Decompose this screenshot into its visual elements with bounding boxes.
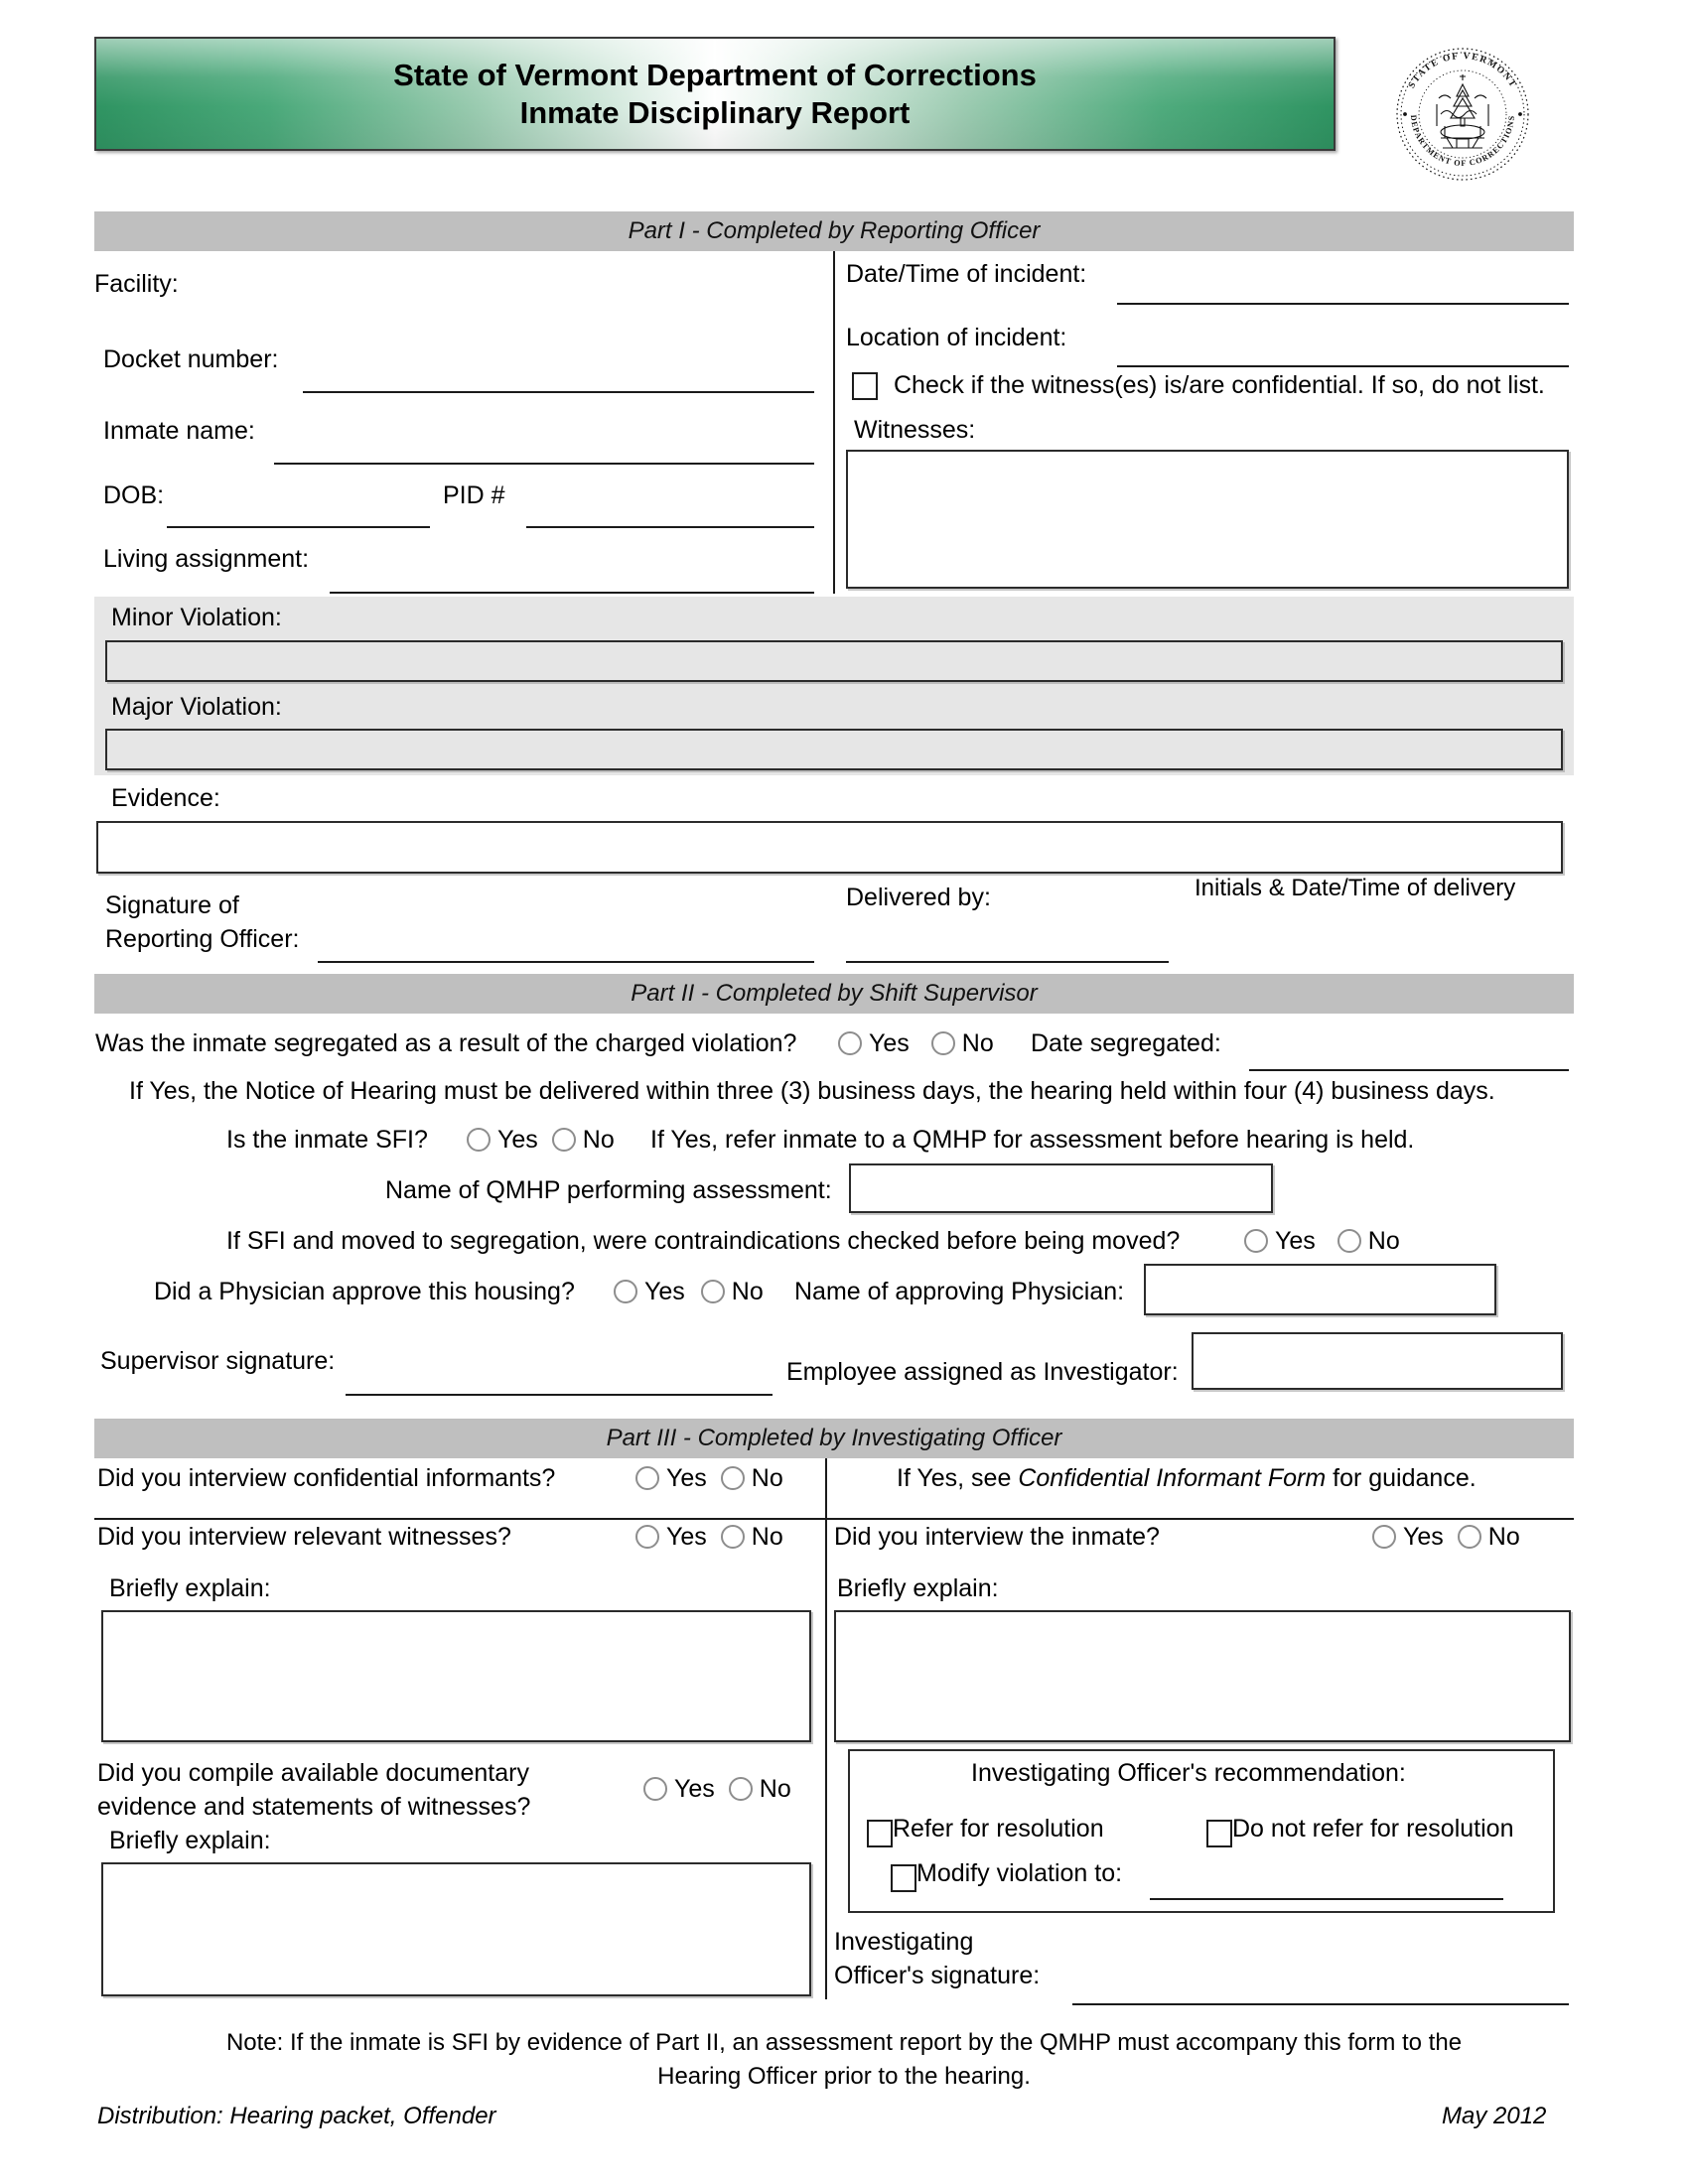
physician-no-label: No (731, 1278, 764, 1305)
contraindications-no-radio[interactable] (1337, 1229, 1361, 1253)
investigating-officer-label-line1: Investigating (834, 1928, 974, 1956)
investigating-officer-signature-input[interactable] (1072, 2003, 1569, 2005)
sfi-note: If Yes, refer inmate to a QMHP for assessment before hearing is held. (650, 1126, 1415, 1154)
date-time-incident-input[interactable] (1117, 303, 1569, 305)
living-assignment-input[interactable] (330, 592, 814, 594)
title-banner (94, 37, 1336, 151)
documentary-no-radio[interactable] (729, 1777, 753, 1801)
contraindications-yesno-group[interactable] (1244, 1227, 1400, 1256)
witnesses-label: Witnesses: (854, 416, 976, 444)
inmate-name-label: Inmate name: (103, 417, 255, 445)
informants-no-label: No (751, 1464, 783, 1492)
q-informants-label: Did you interview confidential informants? (97, 1464, 556, 1492)
modify-violation-checkbox[interactable] (891, 1864, 916, 1892)
delivered-by-label: Delivered by: (846, 884, 991, 911)
part1-column-divider (833, 251, 835, 594)
qmhp-name-input[interactable] (849, 1163, 1273, 1213)
modify-violation-input[interactable] (1150, 1898, 1503, 1900)
witnesses-yes-label: Yes (666, 1523, 707, 1551)
svg-text:STATE OF VERMONT: STATE OF VERMONT (1407, 51, 1518, 90)
informants-yes-label: Yes (666, 1464, 707, 1492)
confidential-witness-label: Check if the witness(es) is/are confidential. If so, do not list. (894, 371, 1545, 399)
date-segregated-label: Date segregated: (1031, 1029, 1221, 1057)
reporting-officer-signature-input[interactable] (318, 961, 814, 963)
briefly-explain-witnesses-textarea[interactable] (101, 1610, 811, 1742)
part3-row-divider (94, 1518, 1574, 1520)
sfi-yes-radio[interactable] (467, 1128, 491, 1152)
part2-section-bar (94, 974, 1574, 1014)
modify-violation-label: Modify violation to: (916, 1859, 1123, 1887)
segregated-yes-label: Yes (869, 1029, 910, 1057)
segregated-no-radio[interactable] (931, 1031, 955, 1055)
witnesses-yes-radio[interactable] (635, 1525, 659, 1549)
part3-section-bar (94, 1419, 1574, 1458)
supervisor-signature-label: Supervisor signature: (100, 1347, 336, 1375)
vermont-doc-seal-icon (1383, 35, 1542, 194)
qmhp-name-label: Name of QMHP performing assessment: (385, 1176, 832, 1204)
physician-no-radio[interactable] (701, 1280, 725, 1303)
do-not-refer-label: Do not refer for resolution (1232, 1815, 1514, 1843)
informants-note-pre: If Yes, see (897, 1464, 1019, 1492)
notice-of-hearing-note: If Yes, the Notice of Hearing must be delivered within three (3) business days, the hearing held within four (4) business days. (129, 1077, 1495, 1105)
part3-column-divider (825, 1458, 827, 1999)
recommendation-title: Investigating Officer's recommendation: (971, 1759, 1406, 1787)
briefly-explain-documentary-label: Briefly explain: (109, 1827, 271, 1854)
inmate-yesno-group[interactable] (1372, 1523, 1520, 1552)
living-assignment-label: Living assignment: (103, 545, 310, 573)
docket-number-input[interactable] (303, 391, 814, 393)
location-incident-label: Location of incident: (846, 324, 1067, 351)
facility-label: Facility: (94, 270, 179, 298)
investigating-officer-label-line2: Officer's signature: (834, 1962, 1041, 1989)
witnesses-no-radio[interactable] (721, 1525, 745, 1549)
dob-input[interactable] (167, 526, 430, 528)
contraindications-yes-radio[interactable] (1244, 1229, 1268, 1253)
documentary-yesno-group[interactable] (643, 1775, 791, 1804)
minor-violation-label: Minor Violation: (111, 604, 282, 631)
informants-note (897, 1464, 1477, 1493)
pid-input[interactable] (526, 526, 814, 528)
witnesses-textarea[interactable] (846, 450, 1569, 589)
inmate-no-radio[interactable] (1458, 1525, 1481, 1549)
form-date-label: May 2012 (1442, 2103, 1547, 2129)
sfi-yesno-group[interactable] (467, 1126, 615, 1155)
employee-investigator-label: Employee assigned as Investigator: (786, 1358, 1179, 1386)
sfi-yes-label: Yes (497, 1126, 538, 1154)
segregated-no-label: No (961, 1029, 994, 1057)
footer-note-line2: Hearing Officer prior to the hearing. (657, 2063, 1031, 2090)
delivered-by-input[interactable] (846, 961, 1169, 963)
informants-no-radio[interactable] (721, 1466, 745, 1490)
document-header (94, 37, 1574, 169)
confidential-witness-checkbox[interactable] (852, 372, 878, 400)
q-segregated-label: Was the inmate segregated as a result of the charged violation? (95, 1029, 797, 1057)
documentary-yes-radio[interactable] (643, 1777, 667, 1801)
distribution-label: Distribution: Hearing packet, Offender (97, 2103, 496, 2129)
q-witnesses-label: Did you interview relevant witnesses? (97, 1523, 511, 1551)
initials-delivery-label: Initials & Date/Time of delivery (1195, 875, 1516, 901)
svg-text:DEPARTMENT OF CORRECTIONS: DEPARTMENT OF CORRECTIONS (1408, 114, 1517, 169)
docket-number-label: Docket number: (103, 345, 279, 373)
inmate-yes-radio[interactable] (1372, 1525, 1396, 1549)
informants-note-post: for guidance. (1326, 1464, 1477, 1492)
major-violation-input[interactable] (105, 729, 1563, 770)
q-sfi-label: Is the inmate SFI? (226, 1126, 428, 1154)
minor-violation-input[interactable] (105, 640, 1563, 682)
briefly-explain-inmate-textarea[interactable] (834, 1610, 1571, 1742)
physician-yes-radio[interactable] (614, 1280, 637, 1303)
briefly-explain-documentary-textarea[interactable] (101, 1862, 811, 1996)
pid-label: PID # (443, 481, 505, 509)
q-documentary-label-line2: evidence and statements of witnesses? (97, 1793, 531, 1821)
briefly-explain-inmate-label: Briefly explain: (837, 1574, 999, 1602)
witnesses-no-label: No (751, 1523, 783, 1551)
evidence-input[interactable] (96, 821, 1563, 874)
physician-yes-label: Yes (644, 1278, 685, 1305)
part2-section-title: Part II - Completed by Shift Supervisor (631, 980, 1038, 1007)
documentary-no-label: No (759, 1775, 791, 1803)
signature-of-label: Signature of (105, 891, 239, 919)
date-time-incident-label: Date/Time of incident: (846, 260, 1087, 288)
employee-investigator-input[interactable] (1192, 1332, 1563, 1390)
title-line-2: Inmate Disciplinary Report (519, 94, 911, 130)
contraindications-no-label: No (1367, 1227, 1400, 1255)
part1-section-bar (94, 211, 1574, 251)
physician-yesno-group[interactable] (614, 1278, 764, 1306)
date-segregated-input[interactable] (1249, 1069, 1569, 1071)
physician-name-label: Name of approving Physician: (794, 1278, 1125, 1305)
sfi-no-radio[interactable] (552, 1128, 576, 1152)
witnesses-yesno-group[interactable] (635, 1523, 783, 1552)
physician-name-input[interactable] (1144, 1264, 1496, 1315)
q-documentary-label-line1: Did you compile available documentary (97, 1759, 529, 1787)
informants-yes-radio[interactable] (635, 1466, 659, 1490)
q-physician-label: Did a Physician approve this housing? (154, 1278, 575, 1305)
documentary-yes-label: Yes (674, 1775, 715, 1803)
inmate-name-input[interactable] (274, 463, 814, 465)
contraindications-yes-label: Yes (1275, 1227, 1316, 1255)
q-inmate-label: Did you interview the inmate? (834, 1523, 1160, 1551)
informants-note-italic: Confidential Informant Form (1018, 1464, 1327, 1492)
segregated-yes-radio[interactable] (838, 1031, 862, 1055)
supervisor-signature-input[interactable] (346, 1394, 773, 1396)
q-contraindications-label: If SFI and moved to segregation, were contraindications checked before being moved? (226, 1227, 1181, 1255)
title-line-1: State of Vermont Department of Corrections (393, 57, 1037, 92)
reporting-officer-label: Reporting Officer: (105, 925, 300, 953)
location-incident-input[interactable] (1117, 365, 1569, 367)
part3-section-title: Part III - Completed by Investigating Officer (606, 1425, 1062, 1451)
inmate-yes-label: Yes (1403, 1523, 1444, 1551)
refer-for-resolution-label: Refer for resolution (893, 1815, 1104, 1843)
informants-yesno-group[interactable] (635, 1464, 783, 1493)
refer-for-resolution-checkbox[interactable] (867, 1820, 893, 1847)
footer-note-line1: Note: If the inmate is SFI by evidence of Part II, an assessment report by the QMHP must accompany this form to the (225, 2029, 1463, 2056)
briefly-explain-witnesses-label: Briefly explain: (109, 1574, 271, 1602)
part1-section-title: Part I - Completed by Reporting Officer (628, 217, 1041, 244)
major-violation-label: Major Violation: (111, 693, 282, 721)
do-not-refer-checkbox[interactable] (1206, 1820, 1232, 1847)
sfi-no-label: No (582, 1126, 615, 1154)
segregated-yesno-group[interactable] (838, 1029, 994, 1058)
evidence-label: Evidence: (111, 784, 220, 812)
dob-label: DOB: (103, 481, 165, 509)
inmate-no-label: No (1487, 1523, 1520, 1551)
